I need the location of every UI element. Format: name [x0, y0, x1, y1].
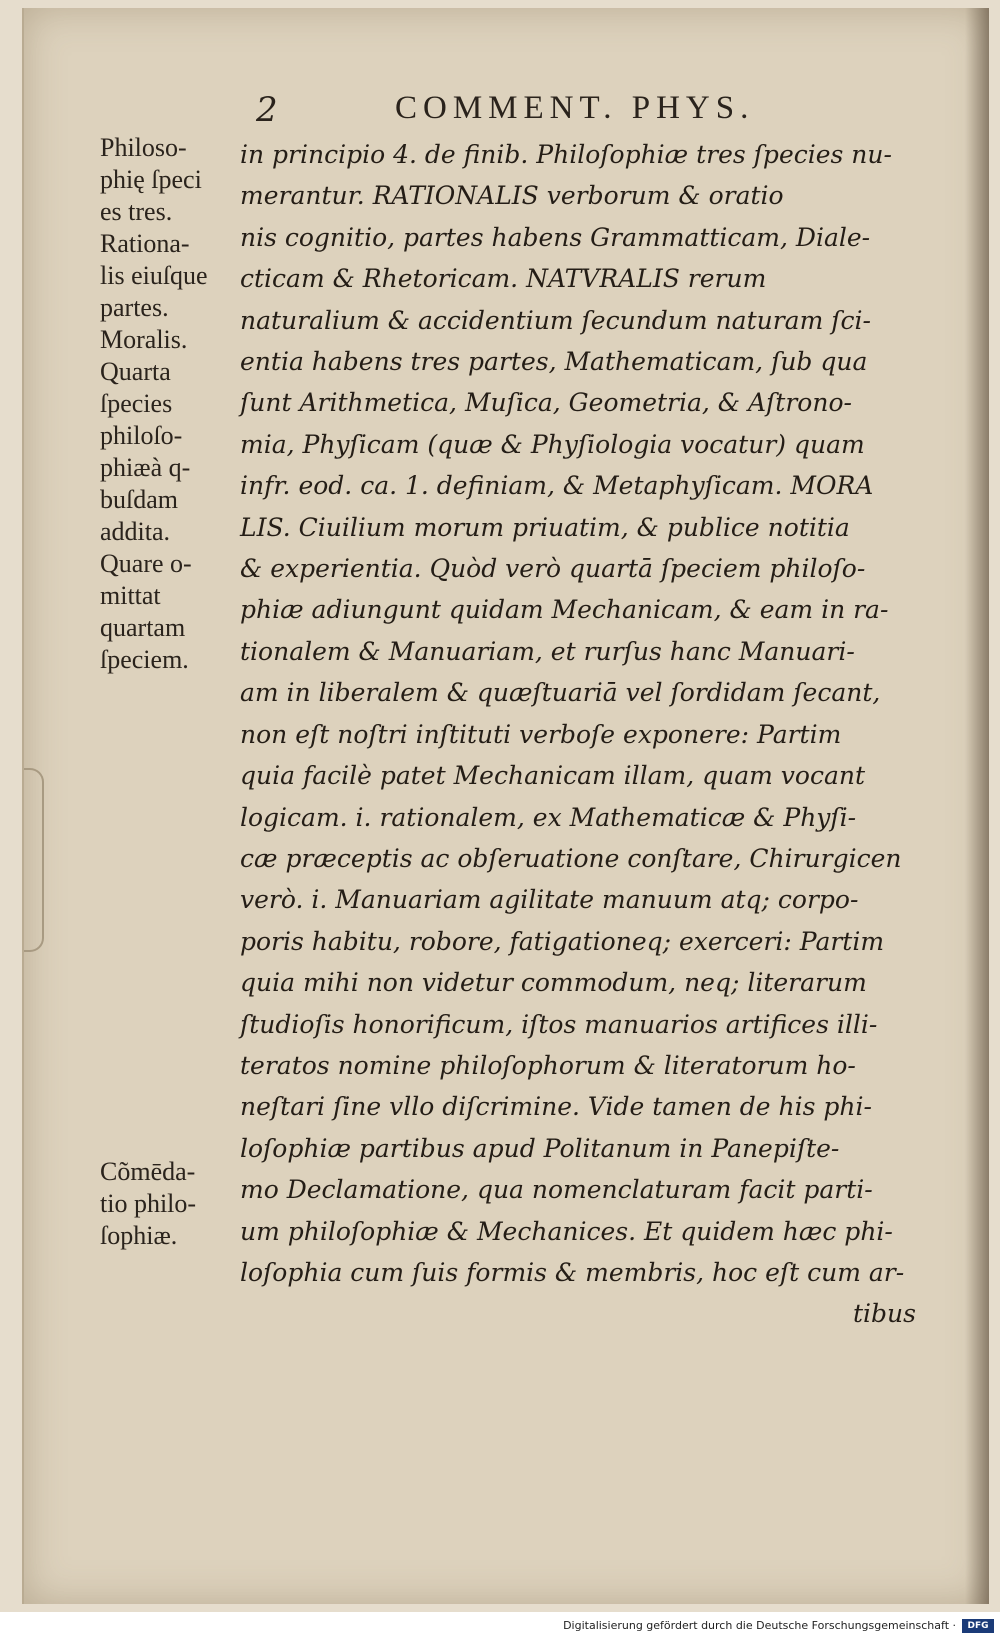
margin-note-line: buſdam — [100, 485, 178, 514]
margin-note-line: Philoso- — [100, 133, 187, 162]
running-head — [250, 90, 810, 136]
body-line: neſtari ſine vllo diſcrimine. Vide tamen de his phi- — [240, 1092, 872, 1122]
margin-note-line: addita. — [100, 517, 171, 546]
margin-note-line: phię ſpeci — [100, 165, 202, 194]
body-line: tionalem & Manuariam, et rurſus hanc Manuari- — [240, 636, 855, 666]
body-line: mia, Phyſicam (quæ & Phyſiologia vocatur) quam — [240, 429, 865, 459]
body-line: cticam & Rhetoricam. NATVRALIS rerum — [240, 264, 767, 294]
body-line: mo Declamatione, qua nomenclaturam facit parti- — [240, 1175, 873, 1205]
body-line: merantur. RATIONALIS verborum & oratio — [240, 181, 784, 211]
body-text — [240, 134, 940, 1335]
margin-note-line: tio philo- — [100, 1189, 197, 1218]
margin-note-line: es tres. — [100, 197, 173, 226]
body-line: am in liberalem & quæſtuariā vel ſordidam ſecant, — [240, 678, 881, 708]
margin-note-line: Moralis. — [100, 325, 188, 354]
page-number: 2 — [256, 90, 278, 130]
margin-note-line: ſophiæ. — [100, 1221, 178, 1250]
margin-note-line: quartam — [100, 613, 186, 642]
body-line: entia habens tres partes, Mathematicam, ſub qua — [240, 347, 868, 377]
margin-note — [100, 132, 245, 228]
body-line: loſophia cum ſuis formis & membris, hoc eſt cum ar- — [240, 1257, 905, 1287]
body-line: LIS. Ciuilium morum priuatim, & publice notitia — [240, 512, 850, 542]
body-line: phiæ adiungunt quidam Mechanicam, & eam in ra- — [240, 595, 889, 625]
body-line: quia mihi non videtur commodum, neq; literarum — [240, 968, 867, 998]
margin-note — [100, 548, 245, 676]
margin-note — [100, 324, 245, 356]
margin-note-line: partes. — [100, 293, 169, 322]
catchword: tibus — [853, 1299, 916, 1329]
funding-credit: Digitalisierung gefördert durch die Deutsche Forschungsgemeinschaft · — [563, 1619, 956, 1632]
body-line: loſophiæ partibus apud Politanum in Panepiſte- — [240, 1133, 840, 1163]
body-line: um philoſophiæ & Mechanices. Et quidem hæc phi- — [240, 1216, 893, 1246]
body-line: naturalium & accidentium ſecundum naturam ſci- — [240, 305, 871, 335]
margin-note — [100, 228, 245, 324]
body-line: ſtudioſis honorificum, iſtos manuarios artifices illi- — [240, 1009, 878, 1039]
margin-note-line: phiæà q- — [100, 453, 191, 482]
body-line: & experientia. Quòd verò quartā ſpeciem philoſo- — [240, 554, 866, 584]
page-edge-tab — [24, 768, 44, 952]
margin-note-line: Rationa- — [100, 229, 190, 258]
spine-shadow — [965, 8, 989, 1604]
margin-note-line: ſpecies — [100, 389, 173, 418]
body-line: verò. i. Manuariam agilitate manuum atq; corpo- — [240, 885, 859, 915]
margin-note — [100, 1156, 245, 1252]
dfg-logo: DFG — [962, 1619, 994, 1633]
body-line: quia facilè patet Mechanicam illam, quam vocant — [240, 761, 866, 791]
margin-note-line: lis eiuſque — [100, 261, 208, 290]
margin-note-line: Quarta — [100, 357, 171, 386]
body-line: logicam. i. rationalem, ex Mathematicæ & Phyſi- — [240, 802, 857, 832]
body-line: poris habitu, robore, fatigationeq; exerceri: Partim — [240, 926, 885, 956]
digitization-footer — [0, 1612, 1000, 1640]
body-line: nis cognitio, partes habens Grammatticam, Diale- — [240, 222, 871, 252]
running-head-title: COMMENT. PHYS. — [395, 90, 755, 126]
body-line: in principio 4. de finib. Philoſophiæ tres ſpecies nu- — [240, 140, 892, 169]
margin-note-line: philoſo- — [100, 421, 183, 450]
marginal-notes — [100, 132, 245, 1252]
body-line: non eſt noſtri inſtituti verboſe exponere: Partim — [240, 719, 842, 749]
body-line: ſunt Arithmetica, Muſica, Geometria, & Aſtrono- — [240, 388, 852, 418]
margin-note — [100, 356, 245, 548]
body-line: infr. eod. ca. 1. definiam, & Metaphyſicam. MORA — [240, 471, 874, 501]
margin-note-line: mittat — [100, 581, 161, 610]
margin-note-line: ſpeciem. — [100, 645, 189, 674]
margin-note-line: Cõmēda- — [100, 1157, 196, 1186]
margin-note-line: Quare o- — [100, 549, 192, 578]
body-line: teratos nomine philoſophorum & literatorum ho- — [240, 1050, 856, 1080]
body-line: cæ præceptis ac obſeruatione conſtare, Chirurgicen — [240, 843, 902, 873]
